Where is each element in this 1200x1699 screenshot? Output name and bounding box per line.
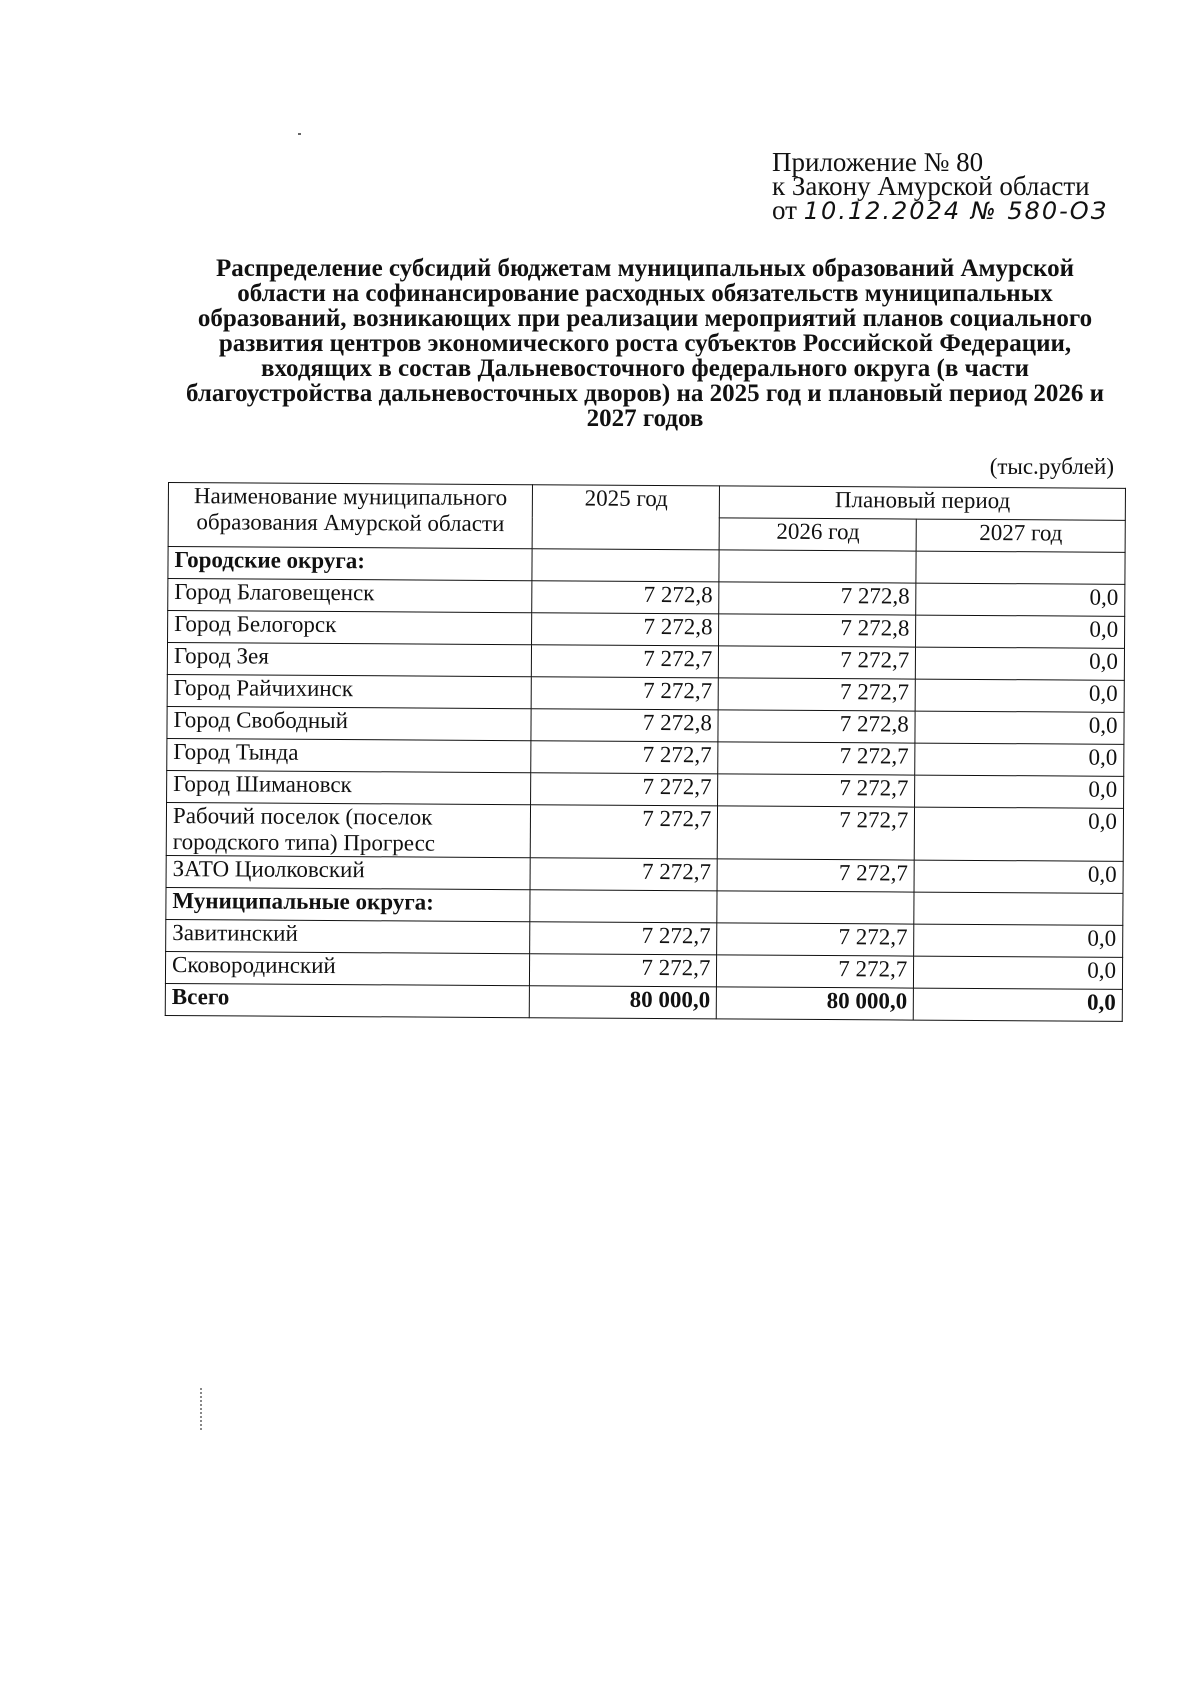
cell-2027: 0,0	[916, 615, 1125, 648]
cell-2025: 7 272,7	[530, 922, 717, 955]
cell-2026	[717, 891, 914, 924]
cell-2026: 7 272,7	[718, 774, 915, 807]
cell-2025: 7 272,8	[531, 709, 718, 742]
cell-2025: 7 272,7	[531, 677, 718, 710]
cell-name: Город Свободный	[167, 706, 531, 740]
cell-2027: 0,0	[915, 679, 1124, 712]
cell-name: ЗАТО Циолковский	[166, 855, 530, 889]
cell-2027: 0,0	[915, 775, 1124, 808]
scan-speck	[298, 133, 301, 135]
annex-number: Приложение № 80	[772, 147, 984, 177]
units-label: (тыс.рублей)	[989, 454, 1114, 479]
cell-name: Сковородинский	[165, 951, 529, 985]
cell-2026: 7 272,8	[719, 614, 916, 647]
cell-name: Город Белогорск	[168, 611, 532, 645]
cell-2027	[914, 892, 1123, 925]
cell-2026: 7 272,7	[718, 742, 915, 775]
cell-2025: 7 272,7	[532, 645, 719, 678]
cell-2027: 0,0	[914, 956, 1123, 989]
cell-name: Муниципальные округа:	[166, 887, 530, 921]
cell-2025: 7 272,7	[531, 773, 718, 806]
header-2026: 2026 год	[719, 518, 916, 551]
cell-name: Завитинский	[166, 919, 530, 953]
cell-name: Город Тында	[167, 738, 531, 772]
cell-2027: 0,0	[914, 924, 1123, 957]
cell-2025: 80 000,0	[530, 986, 717, 1019]
annex-law: к Закону Амурской области	[772, 171, 1090, 201]
cell-2027: 0,0	[915, 807, 1124, 861]
cell-2025	[530, 890, 717, 923]
cell-2027: 0,0	[914, 860, 1123, 893]
cell-2026: 7 272,7	[719, 646, 916, 679]
header-row-1	[168, 483, 1125, 521]
header-2025: 2025 год	[532, 485, 719, 550]
cell-name: Город Зея	[167, 643, 531, 677]
cell-name: Город Благовещенск	[168, 579, 532, 613]
total-row	[165, 983, 1122, 1021]
cell-2026	[719, 550, 916, 583]
cell-2026: 7 272,8	[718, 710, 915, 743]
scan-margin-marks	[200, 1388, 206, 1430]
table-row	[166, 802, 1123, 861]
header-2027: 2027 год	[916, 519, 1125, 552]
cell-2027: 0,0	[914, 988, 1123, 1021]
cell-name: Городские округа:	[168, 547, 532, 581]
cell-2026: 7 272,7	[717, 923, 914, 956]
cell-2027	[916, 551, 1125, 584]
cell-2025: 7 272,8	[532, 581, 719, 614]
cell-2025: 7 272,7	[531, 741, 718, 774]
cell-name: Рабочий поселок (поселок городского типа) Прогресс	[166, 802, 531, 857]
cell-2026: 7 272,7	[717, 859, 914, 892]
cell-name: Город Шимановск	[167, 770, 531, 804]
annex-date-prefix: от	[772, 195, 797, 225]
annex-reference	[772, 147, 1109, 225]
header-planned-period: Плановый период	[720, 486, 1126, 520]
cell-2025: 7 272,7	[530, 805, 717, 859]
cell-2027: 0,0	[915, 711, 1124, 744]
cell-2026: 7 272,7	[717, 955, 914, 988]
cell-name: Всего	[165, 983, 529, 1017]
cell-2025: 7 272,7	[530, 954, 717, 987]
cell-2025: 7 272,7	[530, 858, 717, 891]
cell-2026: 7 272,7	[718, 806, 915, 860]
cell-2026: 7 272,8	[719, 582, 916, 615]
cell-2027: 0,0	[916, 647, 1125, 680]
document-title: Распределение субсидий бюджетам муниципальных образований Амурской области на софинансирование расходных обязательств муниципальных образований, возникающих при реализации мероприятий планов социального развития центров экономического роста субъектов Российской Федерации, входящих в состав Дальневосточного федерального округа (в части благоустройства дальневосточных дворов) на 2025 год и плановый период 2026 и 2027 годов	[186, 255, 1104, 432]
cell-name: Город Райчихинск	[167, 674, 531, 708]
cell-2027: 0,0	[916, 583, 1125, 616]
cell-2027: 0,0	[915, 743, 1124, 776]
annex-date-line	[772, 195, 1109, 225]
cell-2025: 7 272,8	[532, 613, 719, 646]
cell-2026: 80 000,0	[717, 987, 914, 1020]
cell-2026: 7 272,7	[718, 678, 915, 711]
subsidy-table	[165, 482, 1126, 1022]
header-name: Наименование муниципального образования Амурской области	[168, 483, 533, 549]
handwritten-date-number: 10.12.2024 № 580-ОЗ	[803, 197, 1109, 225]
cell-2025	[532, 549, 719, 582]
